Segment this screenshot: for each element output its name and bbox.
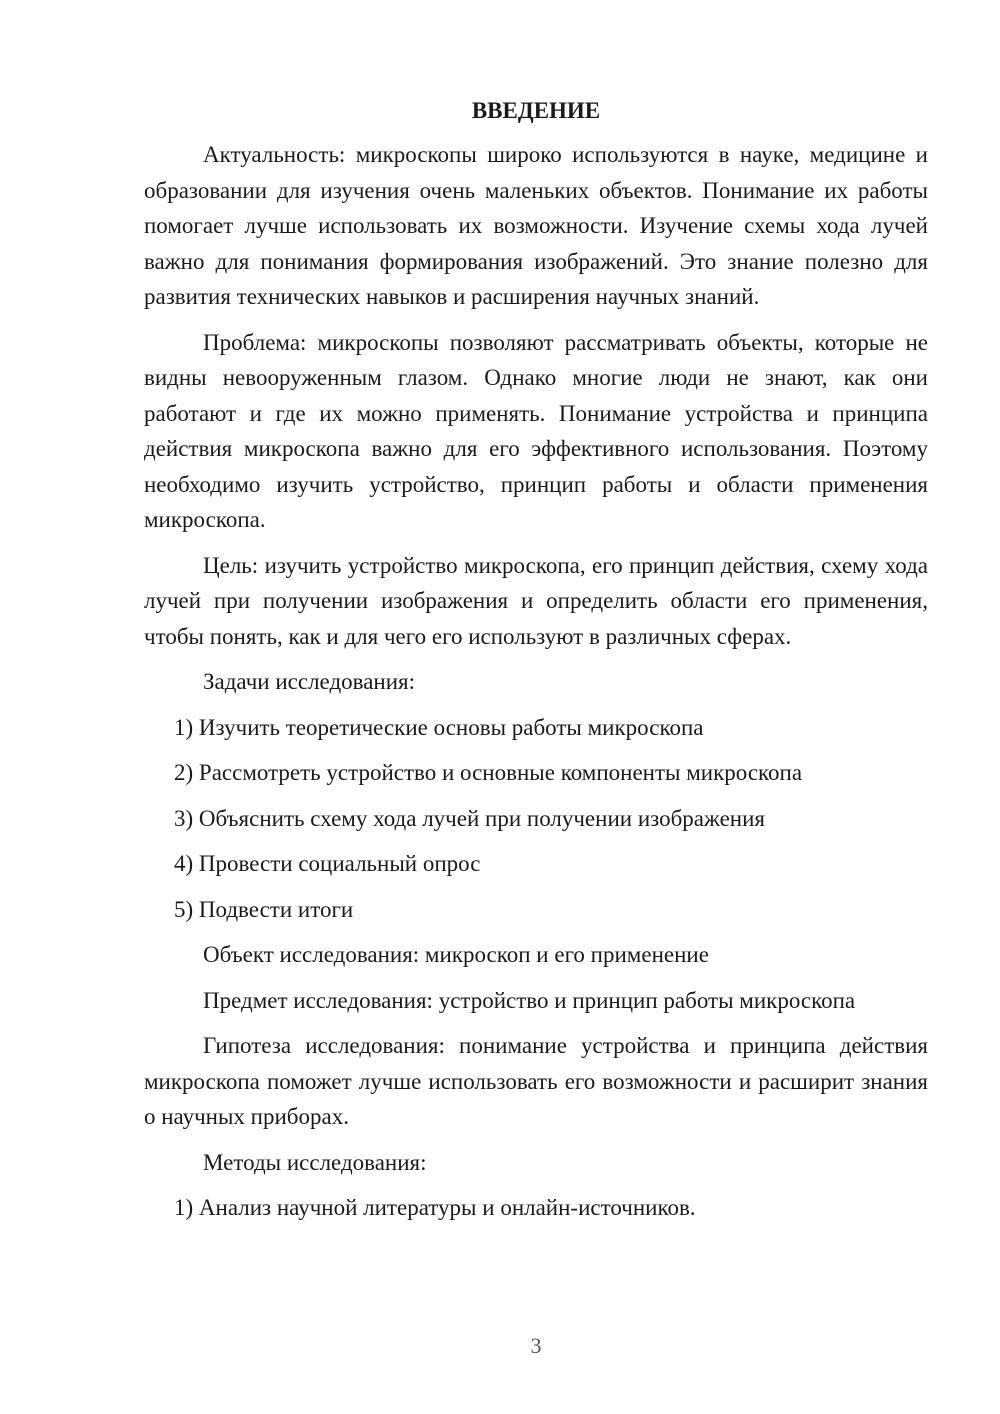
problem-paragraph: Проблема: микроскопы позволяют рассматривать объекты, которые не видны невооруженным глазом. Однако многие люди не знают, как они работают и где их можно применять. Понимание устройства и принципа действия микроскопа важно для его эффективного использования. Поэтому необходимо изучить устройство, принцип работы и области применения микроскопа. <box>144 329 928 532</box>
goal-paragraph: Цель: изучить устройство микроскопа, его принцип действия, схему хода лучей при получении изображения и определить области его применения, чтобы понять, как и для чего его используют в различных сферах. <box>144 552 928 649</box>
list-item: 4) Провести социальный опрос <box>174 851 481 876</box>
methods-list <box>144 1190 928 1226</box>
tasks-list <box>144 710 928 928</box>
list-item: 1) Изучить теоретические основы работы микроскопа <box>174 714 704 740</box>
list-item: 5) Подвести итоги <box>174 896 354 922</box>
list-item: 3) Объяснить схему хода лучей при получении изображения <box>174 805 765 831</box>
page-title: ВВЕДЕНИЕ <box>471 98 601 123</box>
list-item: 1) Анализ научной литературы и онлайн-источников. <box>174 1195 696 1220</box>
object-paragraph: Объект исследования: микроскоп и его применение <box>203 942 709 967</box>
document-content <box>144 93 928 1236</box>
relevance-paragraph: Актуальность: микроскопы широко используются в науке, медицине и образовании для изучения очень маленьких объектов. Понимание их работы помогает лучше использовать их возможности. Изучение схемы хода лучей важно для понимания формирования изображений. Это знание полезно для развития технических навыков и расширения научных знаний. <box>144 142 928 309</box>
subject-paragraph: Предмет исследования: устройство и принцип работы микроскопа <box>203 987 856 1013</box>
page-number: 3 <box>530 1333 542 1358</box>
methods-heading: Методы исследования: <box>203 1149 427 1175</box>
hypothesis-paragraph: Гипотеза исследования: понимание устройства и принципа действия микроскопа поможет лучше использовать его возможности и расширит знания о научных приборах. <box>144 1033 928 1129</box>
list-item: 2) Рассмотреть устройство и основные компоненты микроскопа <box>174 760 803 785</box>
tasks-heading: Задачи исследования: <box>203 669 416 694</box>
